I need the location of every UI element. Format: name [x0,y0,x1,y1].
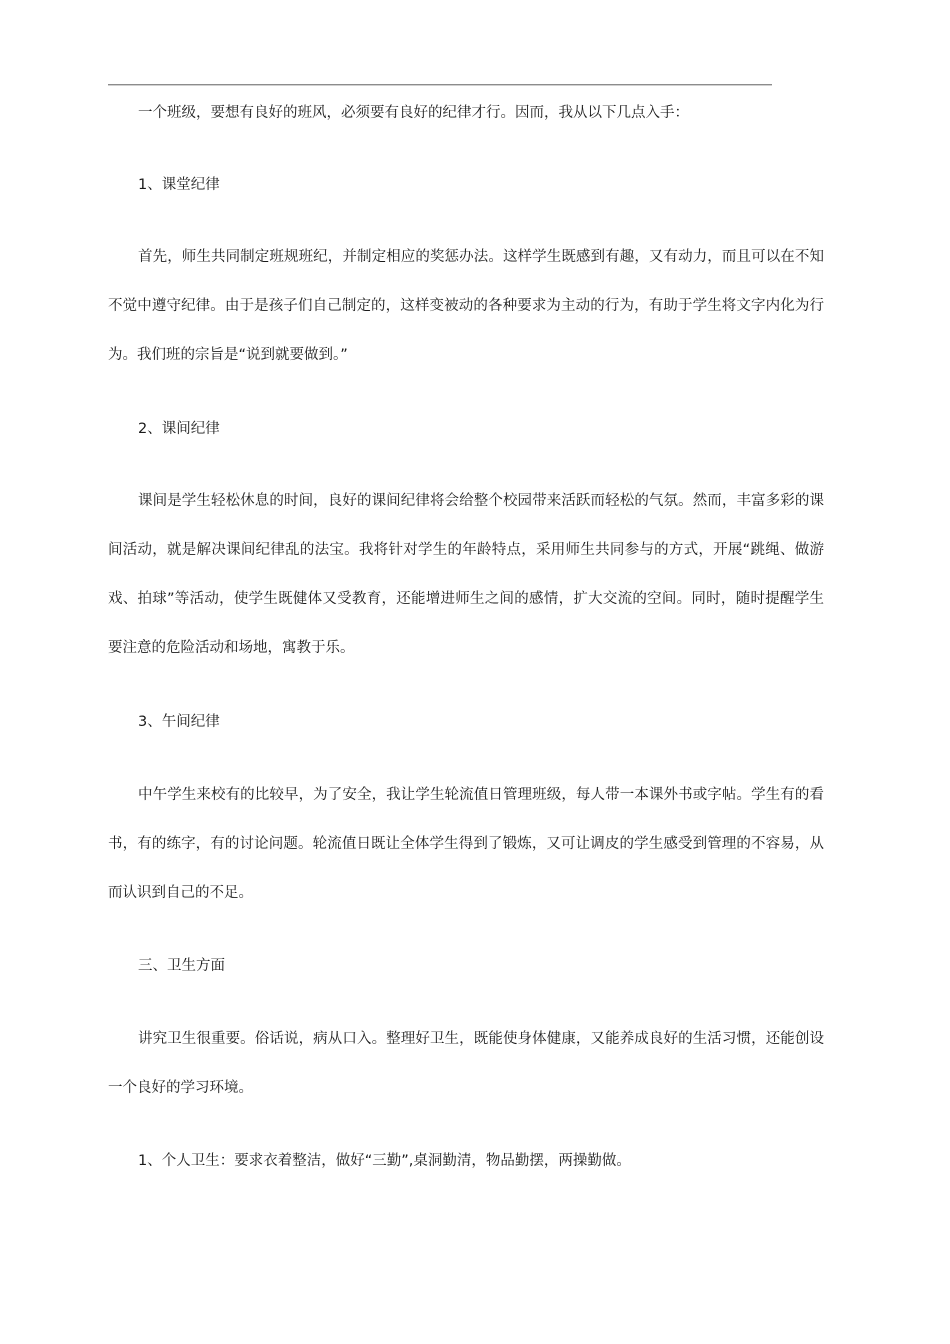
section-2-heading: 2、课间纪律 [138,421,220,437]
hygiene-item-1: 1、个人卫生：要求衣着整洁，做好“三勤”,桌洞勤清，物品勤摆，两操勤做。 [138,1153,631,1169]
section-3-body: 中午学生来校有的比较早，为了安全，我让学生轮流值日管理班级，每人带一本课外书或字帖。学生有的看书，有的练字，有的讨论问题。轮流值日既让全体学生得到了锻炼，又可让调皮的学生感受到管理的不容易，从而认识到自己的不足。 [108,787,824,901]
part-3-heading: 三、卫生方面 [138,958,225,974]
section-2-body: 课间是学生轻松休息的时间，良好的课间纪律将会给整个校园带来活跃而轻松的气氛。然而，丰富多彩的课间活动，就是解决课间纪律乱的法宝。我将针对学生的年龄特点，采用师生共同参与的方式，开展“跳绳、做游戏、拍球”等活动，使学生既健体又受教育，还能增进师生之间的感情，扩大交流的空间。同时，随时提醒学生要注意的危险活动和场地，寓教于乐。 [108,493,824,656]
section-1-heading: 1、课堂纪律 [138,177,220,193]
header-rule [108,84,772,86]
section-1-body: 首先，师生共同制定班规班纪，并制定相应的奖惩办法。这样学生既感到有趣，又有动力，而且可以在不知不觉中遵守纪律。由于是孩子们自己制定的，这样变被动的各种要求为主动的行为，有助于学生将文字内化为行为。我们班的宗旨是“说到就要做到。” [108,249,824,363]
intro-paragraph: 一个班级，要想有良好的班风，必须要有良好的纪律才行。因而，我从以下几点入手： [138,105,689,121]
part-3-body: 讲究卫生很重要。俗话说，病从口入。整理好卫生，既能使身体健康，又能养成良好的生活习惯，还能创设一个良好的学习环境。 [108,1031,824,1096]
section-3-heading: 3、午间纪律 [138,714,220,730]
